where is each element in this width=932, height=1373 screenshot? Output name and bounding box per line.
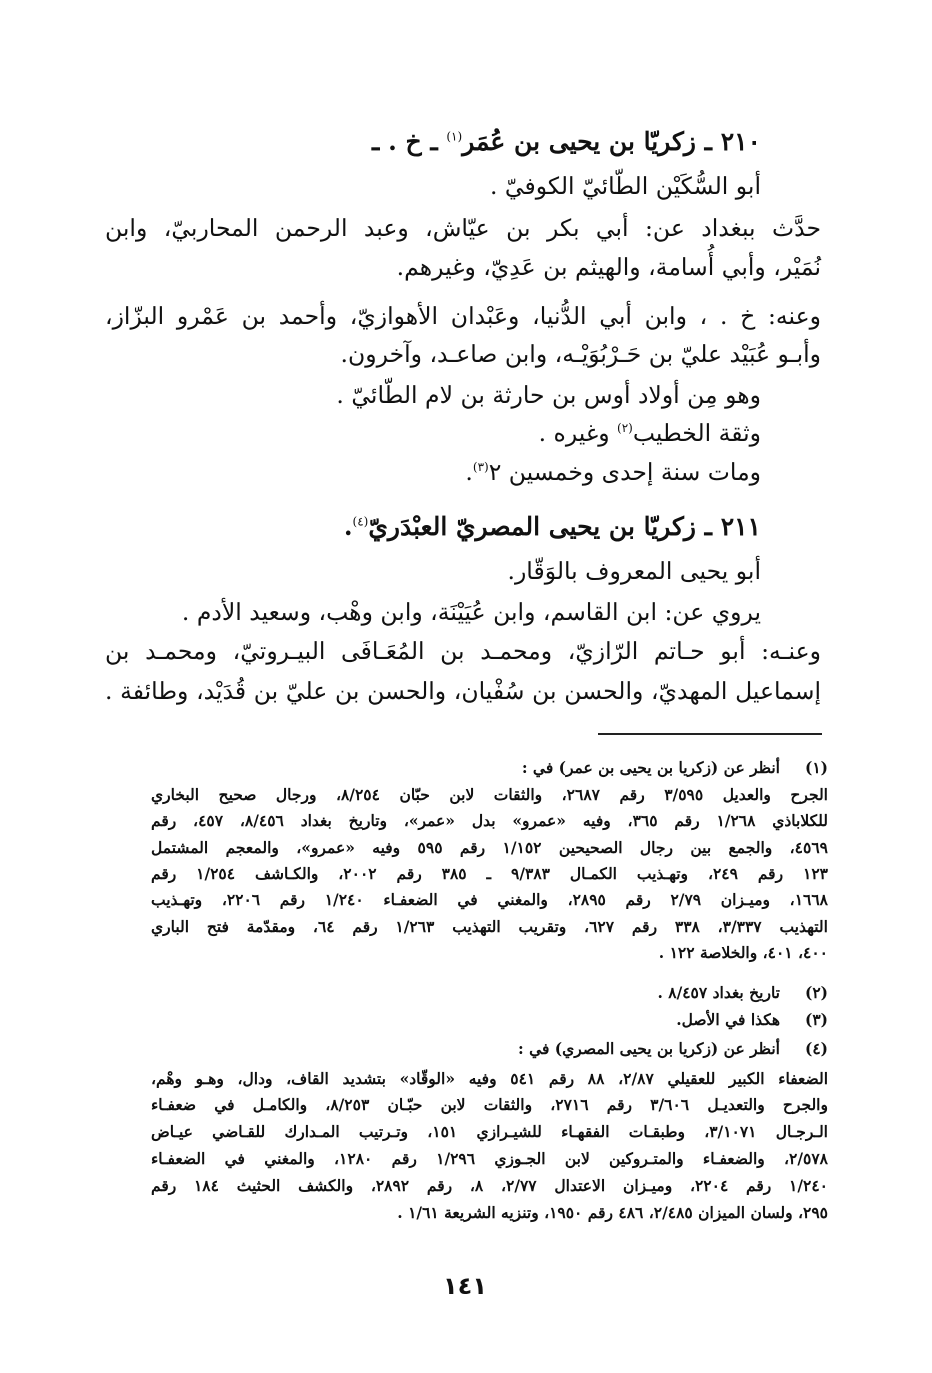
footnote-4-line: ١/٢٤٠ رقم ٢٢٠٤، وميـزان الاعتدال ٢/٧٧، ٨، رقم ٢٨٩٢، والكشف الحثيث ١٨٤ رقم <box>151 1176 828 1195</box>
footnote-1-line: ٤٥٦٩، والجمع بين رجال الصحيحين ١/١٥٢ رقم ٥٩٥ وفيه «عمرو»، والمعجم المشتمل <box>151 838 828 857</box>
footnote-1-number: (١) <box>804 758 828 777</box>
entry-211-title: ٢١١ ـ زكريّا بن يحيى المصريّ العبْدَريّ <box>368 512 761 541</box>
footnote-4-number: (٤) <box>804 1039 828 1058</box>
footnote-1-line: للكلاباذي ١/٢٦٨ رقم ٣٦٥، وفيه «عمرو» بدل «عمر»، وتاريخ بغداد ٨/٤٥٦، ٤٥٧، رقم <box>151 811 828 830</box>
entry-211-students-line2: إسماعيل المهديّ، والحسن بن سُفْيان، والحسن بن عليّ بن قُدَيْد، وطائفة . <box>105 677 821 705</box>
footnote-4-line: الـرجـال ٣/١٠٧١، وطبقـات الفقهـاء للشيـرازي ١٥١، وتـرتيب المـدارك للقـاضي عيـاض <box>151 1122 828 1141</box>
footnote-4-head: أنظر عن (زكريا بن يحيى المصري) في : <box>517 1039 780 1058</box>
footnote-mark-4: (٤) <box>352 514 369 529</box>
page-number: ١٤١ <box>443 1272 487 1300</box>
entry-210-heading-tail: ـ خ . ـ <box>372 127 447 156</box>
entry-210-students-line1: وعنه: خ . ، وابن أبي الدُّنيا، وعَبْدان الأهوازيّ، وأحمد بن عَمْرو البزّاز، <box>105 302 821 330</box>
footnote-mark-2: (٢) <box>617 421 633 436</box>
footnote-1-line: ١٢٣ رقم ٢٤٩، وتهـذيب الكمـال ٩/٣٨٣ ـ ٣٨٥ رقم ٢٠٠٢، والكـاشف ١/٢٥٤ رقم <box>151 864 828 883</box>
entry-210-tawthiq <box>539 419 761 447</box>
footnote-4-line: الضعفاء الكبير للعقيلي ٢/٨٧، ٨٨ رقم ٥٤١ وفيه «الوقّاد» بتشديد القاف، ودال، وهـو وهْم، <box>151 1069 828 1088</box>
entry-211-heading-tail: . <box>343 512 353 541</box>
footnote-3-text: هكذا في الأصل. <box>676 1010 780 1029</box>
footnote-1-line: ٤٠٠، ٤٠١، والخلاصة ١٢٢ . <box>658 943 828 962</box>
entry-210-heading <box>372 127 761 156</box>
footnote-1-head: أنظر عن (زكريا بن يحيى بن عمر) في : <box>521 758 780 777</box>
entry-211-students-line1: وعنـه: أبو حـاتم الرّازيّ، ومحمـد بن المُعَـافَى البيـروتيّ، ومحمـد بن <box>105 637 821 665</box>
footnote-4-line: ٢٩٥، ولسان الميزان ٢/٤٨٥، ٤٨٦ رقم ١٩٥٠، وتنزيه الشريعة ١/٦١ . <box>397 1203 828 1222</box>
footnote-2-text: تاريخ بغداد ٨/٤٥٧ . <box>657 983 780 1002</box>
footnote-mark-3: (٣) <box>472 460 489 475</box>
footnote-separator <box>598 733 822 735</box>
entry-210-death-text: ومات سنة إحدى وخمسين ٢ <box>488 458 761 486</box>
entry-211-kunya: أبو يحيى المعروف بالوَقّار. <box>507 557 761 585</box>
entry-210-tawthiq-tail: وغيره . <box>538 419 618 447</box>
footnote-1-line: التهذيب ٣/٣٣٧، ٣٣٨ رقم ٦٢٧، وتقريب التهذيب ١/٢٦٣ رقم ٦٤، ومقدّمة فتح الباري <box>151 917 828 936</box>
entry-210-title: ٢١٠ ـ زكريّا بن يحيى بن عُمَر <box>462 127 761 156</box>
entry-211-heading <box>344 512 761 541</box>
entry-210-lineage: وهو مِن أولاد أوس بن حارثة بن لام الطّائيّ . <box>336 381 761 409</box>
entry-210-tawthiq-text: وثقة الخطيب <box>632 419 761 447</box>
entry-210-death-tail: . <box>465 458 473 486</box>
footnote-2-number: (٢) <box>804 983 828 1002</box>
entry-210-teachers-line1: حدَّث ببغداد عن: أبي بكر بن عيّاش، وعبد الرحمن المحاربيّ، وابن <box>105 214 821 242</box>
entry-211-teachers: يروي عن: ابن القاسم، وابن عُيَيْنَة، وابن وهْب، وسعيد الأدم . <box>181 598 761 626</box>
footnote-1-line: الجرح والعديل ٣/٥٩٥ رقم ٢٦٨٧، والثقات لابن حبّان ٨/٢٥٤، ورجال صحيح البخاري <box>151 785 828 804</box>
entry-210-students-line2: وأبـو عُبَيْد عليّ بن حَـرْبُوَيْـه، وابن صاعـد، وآخرون. <box>340 340 821 368</box>
footnote-1-line: ١٦٦٨، وميـزان ٢/٧٩ رقم ٢٨٩٥، والمغني في الضعفـاء ١/٢٤٠ رقم ٢٢٠٦، وتهـذيب <box>151 890 828 909</box>
entry-210-teachers-line2: نُمَيْر، وأبي أُسامة، والهيثم بن عَدِيّ، وغيرهم. <box>396 253 821 281</box>
footnote-mark-1: (١) <box>446 129 463 144</box>
entry-210-kunya: أبو السُّكَيْن الطّائيّ الكوفيّ . <box>489 172 761 200</box>
entry-210-death <box>465 458 761 486</box>
footnote-3-number: (٣) <box>804 1010 828 1029</box>
footnote-4-line: والجرح والتعديـل ٣/٦٠٦ رقم ٢٧١٦، والثقات لابن حبّـان ٨/٢٥٣، والكامـل في ضعفـاء <box>151 1095 828 1114</box>
footnote-4-line: ٢/٥٧٨، والضعفـاء والمتـروكين لابن الجـوزي ١/٢٩٦ رقم ١٢٨٠، والمغني في الضعفـاء <box>151 1149 828 1168</box>
